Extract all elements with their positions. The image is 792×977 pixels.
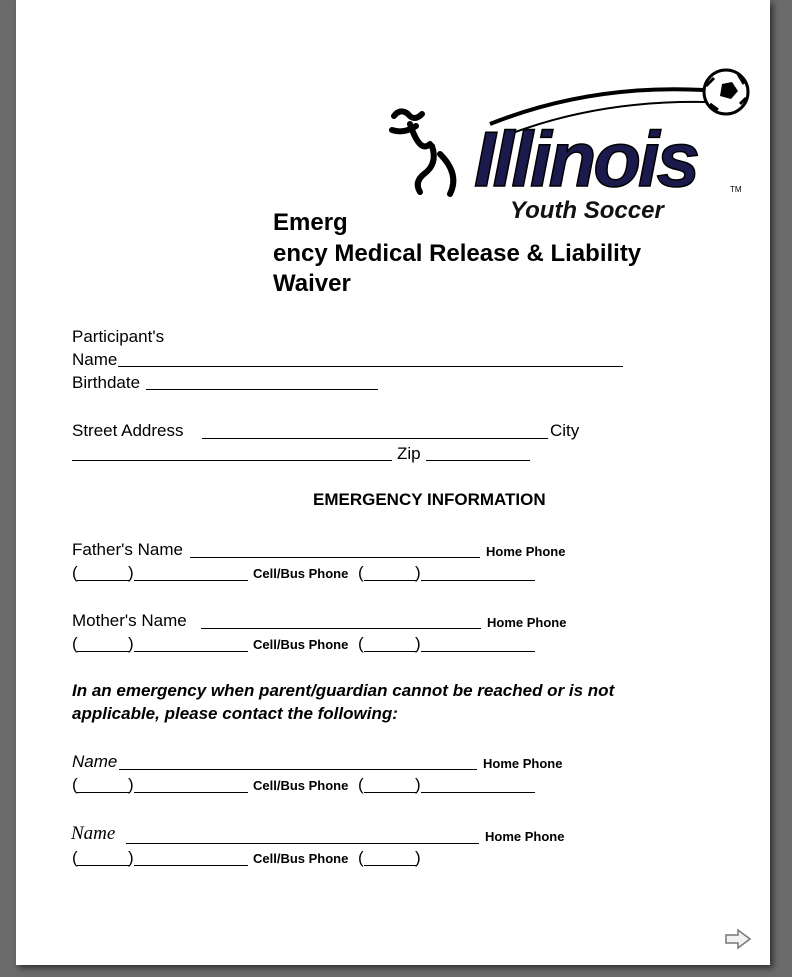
contact1-home-area-field[interactable] [77,792,129,793]
contact1-cell-area-open: ( [358,775,364,794]
father-name-label: Father's Name [72,540,183,559]
father-home-phone-field[interactable] [134,580,248,581]
contact1-cell-area-close: ) [415,775,421,794]
contact1-home-phone-field[interactable] [134,792,248,793]
mother-home-phone-field[interactable] [134,651,248,652]
zip-field[interactable] [426,460,530,461]
emergency-information-heading: EMERGENCY INFORMATION [313,490,546,509]
mother-home-area-open: ( [72,634,78,653]
city-field[interactable] [72,460,392,461]
mother-home-area-field[interactable] [77,651,129,652]
illinois-youth-soccer-logo [370,64,750,224]
soccer-ball-icon [704,70,748,114]
street-address-label: Street Address [72,421,184,440]
mother-cell-area-close: ) [415,634,421,653]
contact2-cell-phone-label: Cell/Bus Phone [253,851,349,866]
contact1-cell-phone-label: Cell/Bus Phone [253,778,349,793]
father-cell-area-open: ( [358,563,364,582]
participant-label: Participant's [72,327,165,346]
contact1-home-area-open: ( [72,775,78,794]
contact1-cell-phone-field[interactable] [421,792,535,793]
title-line-1: Emerg [273,209,348,236]
father-cell-phone-field[interactable] [421,580,535,581]
mother-home-phone-label: Home Phone [487,615,567,630]
svg-text:Youth Soccer: Youth Soccer [510,197,664,224]
participant-name-field[interactable] [118,366,623,367]
contact2-cell-area-close: ) [415,848,421,867]
contact2-name-field[interactable] [126,843,479,844]
svg-text:TM: TM [730,185,742,194]
father-cell-area-close: ) [415,563,421,582]
contact2-cell-area-open: ( [358,848,364,867]
title-line-3: Waiver [273,270,351,297]
arrow-right-icon[interactable] [724,928,752,950]
contact1-name-label: Name [72,752,118,771]
father-cell-phone-label: Cell/Bus Phone [253,566,349,581]
emergency-note-line-1: In an emergency when parent/guardian cannot be reached or is not [72,681,615,700]
birthdate-label: Birthdate [72,373,141,392]
contact1-name-field[interactable] [119,769,477,770]
document-page [16,0,770,965]
mother-home-area-close: ) [128,634,134,653]
contact1-cell-area-field[interactable] [364,792,416,793]
mother-cell-phone-field[interactable] [421,651,535,652]
contact1-home-phone-label: Home Phone [483,756,563,771]
father-home-area-close: ) [128,563,134,582]
mother-cell-area-open: ( [358,634,364,653]
contact2-home-area-close: ) [128,848,134,867]
contact2-home-phone-label: Home Phone [485,829,565,844]
city-label: City [550,421,580,440]
father-cell-area-field[interactable] [364,580,416,581]
contact1-home-area-close: ) [128,775,134,794]
contact2-cell-area-field[interactable] [364,865,416,866]
zip-label: Zip [397,444,421,463]
father-home-area-open: ( [72,563,78,582]
father-name-field[interactable] [190,557,480,558]
mother-cell-area-field[interactable] [364,651,416,652]
title-line-2: ency Medical Release & Liability [273,240,642,267]
father-home-phone-label: Home Phone [486,544,566,559]
player-figure-icon [392,111,453,194]
contact2-home-phone-field[interactable] [134,865,248,866]
father-home-area-field[interactable] [77,580,129,581]
contact2-home-area-field[interactable] [77,865,129,866]
street-address-field[interactable] [202,438,548,439]
contact2-name-label: Name [71,823,116,844]
emergency-note-line-2: applicable, please contact the following: [72,704,398,723]
mother-cell-phone-label: Cell/Bus Phone [253,637,349,652]
mother-name-label: Mother's Name [72,611,187,630]
birthdate-field[interactable] [146,389,378,390]
svg-text:Illinois: Illinois [474,115,698,203]
participant-name-label: Name [72,350,118,369]
contact2-home-area-open: ( [72,848,78,867]
mother-name-field[interactable] [201,628,481,629]
